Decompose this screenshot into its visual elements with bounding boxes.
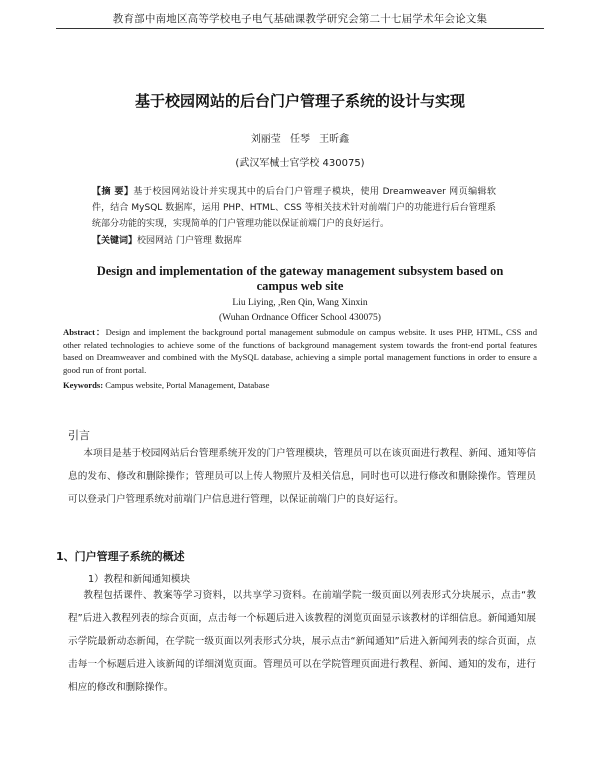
- section-1-subheading: 1）教程和新闻通知模块: [88, 574, 191, 585]
- english-abstract: [63, 326, 537, 376]
- intro-paragraph: 本项目是基于校园网站后台管理系统开发的门户管理模块，管理员可以在该页面进行教程、新闻、通知等信息的发布、修改和删除操作；管理员可以上传人物照片及相关信息，同时也可以进行修改和删除操作。管理员可以登录门户管理系统对前端门户信息进行管理，以保证前端门户的良好运行。: [68, 448, 536, 505]
- chinese-abstract-label: 【摘 要】: [92, 187, 134, 197]
- chinese-abstract-text: 基于校园网站设计并实现其中的后台门户管理子模块，使用 Dreamweaver 网页编辑软件，结合 MySQL 数据库，运用 PHP、HTML、CSS 等相关技术针对前端门户的功能进行后台管理系统部分功能的实现，实现简单的门户管理功能以保证前端门户的良好运行。: [92, 187, 496, 229]
- english-abstract-text: Design and implement the background portal management submodule on campus website. It uses PHP, HTML, CSS and other related technologies to achieve some of the functions of background management system towards the front-end portal features based on Dreamweaver and combined with the MySQL database, achieving a simple portal management functions in order to ensure a good run of front portal.: [63, 327, 537, 375]
- chinese-affiliation: (武汉军械士官学校 430075): [235, 158, 365, 169]
- chinese-authors: 刘丽莹 任琴 王昕鑫: [250, 134, 350, 145]
- chinese-keywords-label: 【关键词】: [92, 236, 138, 246]
- chinese-title: 基于校园网站的后台门户管理子系统的设计与实现: [134, 92, 465, 110]
- section-1-heading: 1、门户管理子系统的概述: [56, 550, 185, 563]
- english-keywords: [63, 380, 537, 390]
- english-abstract-label: Abstract：: [63, 327, 106, 337]
- english-keywords-text: Campus website, Portal Management, Database: [105, 380, 270, 390]
- english-keywords-label: Keywords:: [63, 380, 104, 390]
- chinese-keywords-text: 校园网站 门户管理 数据库: [137, 236, 242, 246]
- intro-heading: 引言: [68, 429, 90, 442]
- header-divider: [56, 28, 544, 29]
- chinese-keywords: [92, 233, 496, 246]
- english-authors: Liu Liying, ,Ren Qin, Wang Xinxin: [232, 298, 368, 308]
- english-title: Design and implementation of the gateway management subsystem based on campus web site: [96, 264, 504, 293]
- running-header: 教育部中南地区高等学校电子电气基础课教学研究会第二十七届学术年会论文集: [112, 13, 488, 25]
- english-affiliation: (Wuhan Ordnance Officer School 430075): [219, 313, 381, 323]
- section-1-paragraph: 教程包括课件、教案等学习资料，以共享学习资料。在前端学院一级页面以列表形式分块展示，点击“教程”后进入教程列表的综合页面，点击每一个标题后进入该教程的浏览页面显示该教材的详细信息。新闻通知展示学院最新动态新闻，在学院一级页面以列表形式分块，展示点击“新闻通知”后进入新闻列表的综合页面，点击每一个标题后进入该新闻的详细浏览页面。管理员可以在学院管理页面进行教程、新闻、通知的发布，进行相应的修改和删除操作。: [68, 590, 536, 693]
- chinese-abstract: [92, 184, 496, 232]
